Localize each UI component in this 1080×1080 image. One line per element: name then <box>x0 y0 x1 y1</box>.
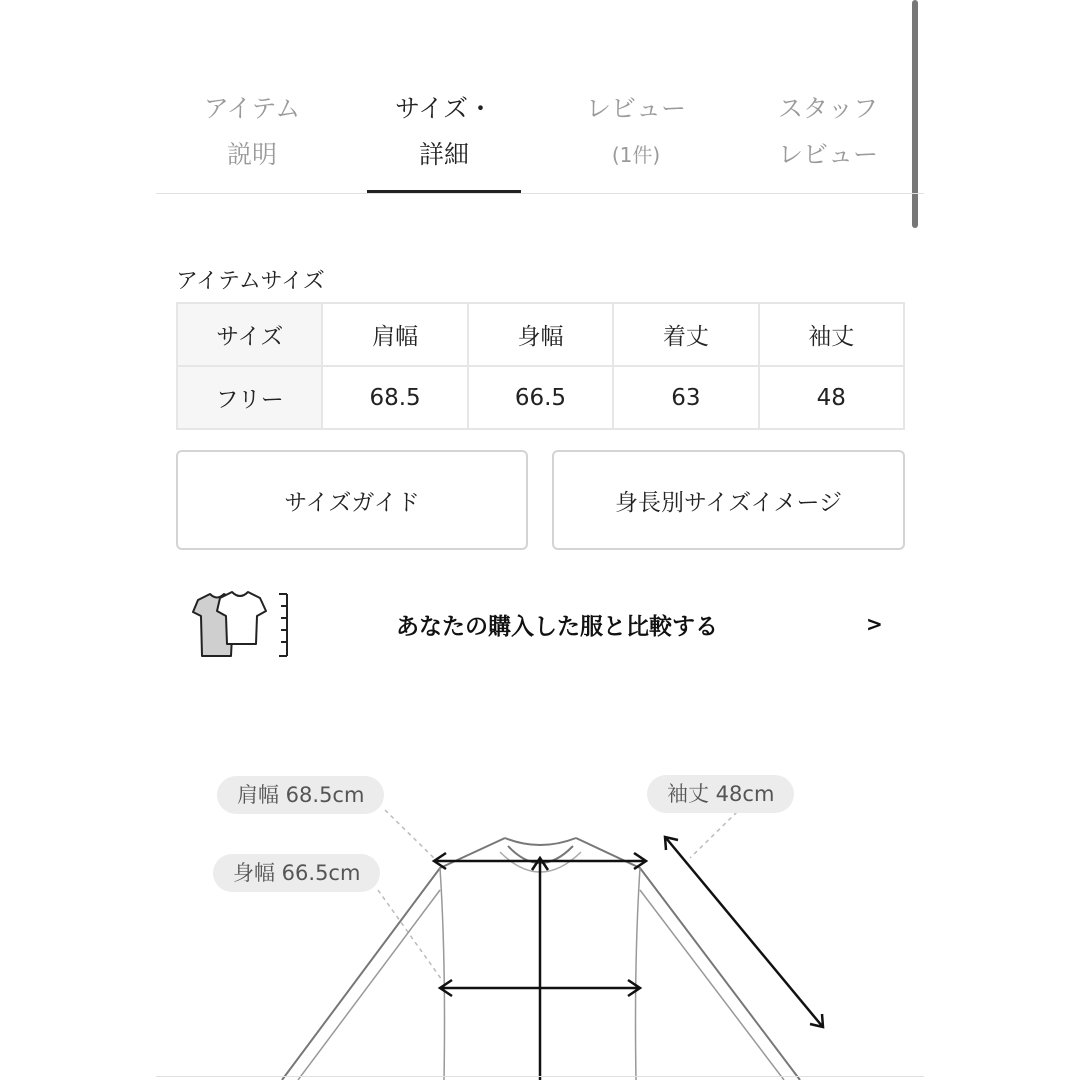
size-diagram <box>0 740 1080 1080</box>
table-header-cell: 身幅 <box>468 303 613 366</box>
tab-staff-reviews[interactable] <box>732 86 924 178</box>
shoulder-width-label: 肩幅 68.5cm <box>217 776 384 814</box>
tab-size-details[interactable] <box>348 86 540 178</box>
table-header-cell: 肩幅 <box>322 303 467 366</box>
tab-item-description[interactable] <box>156 86 348 178</box>
compare-text: あなたの購入した服と比較する <box>396 614 718 640</box>
compare-purchased-clothes-link[interactable] <box>176 586 905 666</box>
tab-reviews[interactable] <box>540 86 732 178</box>
tab-label-line2: レビュー <box>777 140 878 169</box>
tab-review-count: (1件) <box>611 143 661 167</box>
active-tab-indicator <box>367 190 521 193</box>
table-header-cell: 袖丈 <box>759 303 904 366</box>
table-header-cell: サイズ <box>177 303 322 366</box>
tshirt-compare-icon <box>184 588 296 660</box>
table-cell: 48 <box>759 366 904 429</box>
table-cell: フリー <box>177 366 322 429</box>
table-header-row <box>177 303 904 366</box>
tab-label-line2: 詳細 <box>418 140 469 169</box>
size-guide-button[interactable]: サイズガイド <box>176 450 528 550</box>
size-table <box>176 302 905 430</box>
tab-label-line2: 説明 <box>226 140 277 169</box>
table-cell: 66.5 <box>468 366 613 429</box>
section-title: アイテムサイズ <box>176 269 325 294</box>
garment-outline-icon <box>0 740 1080 1080</box>
tab-label-line1: レビュー <box>585 94 686 123</box>
table-cell: 63 <box>613 366 758 429</box>
table-row <box>177 366 904 429</box>
divider <box>156 1076 924 1077</box>
tab-label-line1: スタッフ <box>777 94 878 123</box>
table-cell: 68.5 <box>322 366 467 429</box>
table-header-cell: 着丈 <box>613 303 758 366</box>
chevron-right-icon: > <box>866 612 883 636</box>
height-size-image-button[interactable]: 身長別サイズイメージ <box>552 450 905 550</box>
sleeve-length-label: 袖丈 48cm <box>647 775 794 813</box>
body-width-label: 身幅 66.5cm <box>213 854 380 892</box>
tab-label-line1: サイズ・ <box>394 94 493 123</box>
tab-label-line1: アイテム <box>203 94 301 123</box>
